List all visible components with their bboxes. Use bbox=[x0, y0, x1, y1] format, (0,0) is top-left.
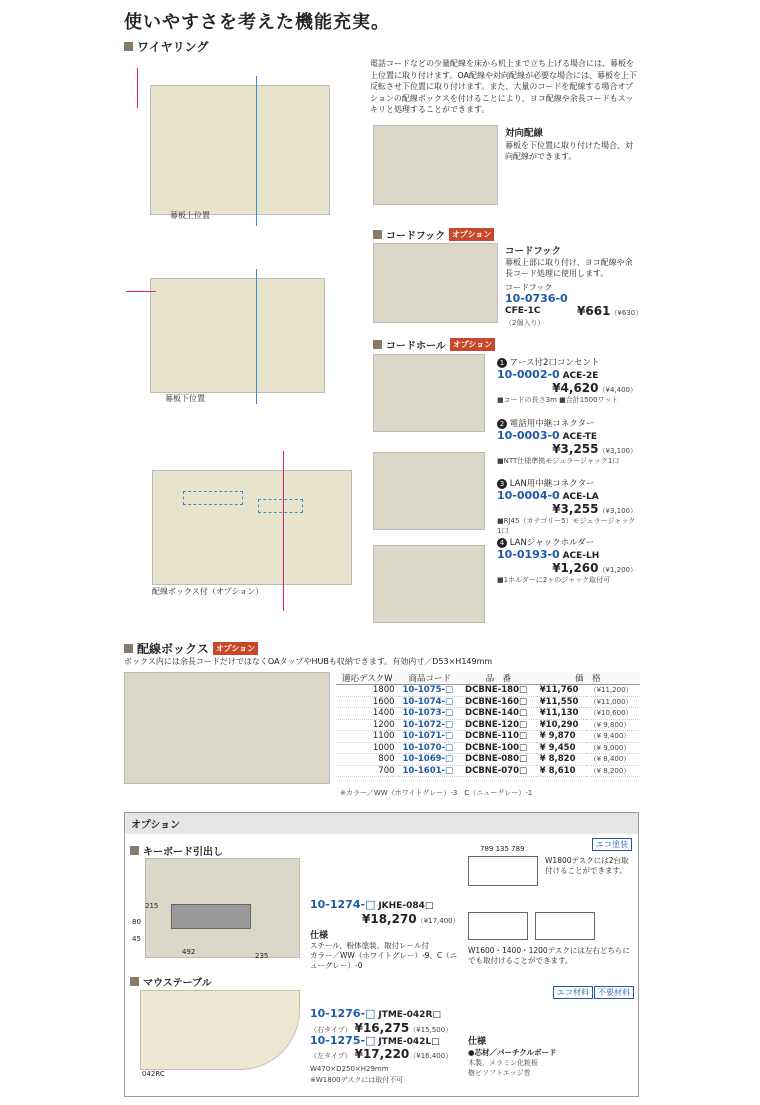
desk-diagram-1800 bbox=[468, 856, 538, 886]
table-row: 1600 10-1074-□ DCBNE-160□ ¥11,550 （¥11,000） bbox=[336, 696, 640, 708]
desk-box-image bbox=[152, 470, 352, 585]
mouse-right-price-row: （右タイプ） ¥16,275（¥15,500） bbox=[310, 1021, 453, 1035]
keyboard-price-row: ¥18,270（¥17,400） bbox=[362, 912, 460, 926]
keyboard-note-1: W1800デスクには2台取付けることができます。 bbox=[545, 856, 629, 875]
dim-80: 80 bbox=[132, 918, 141, 926]
wirebox-heading: 配線ボックス オプション bbox=[124, 640, 258, 657]
unnecessary-material-badge: 不要材料 bbox=[594, 986, 634, 999]
desk-diagram-right bbox=[535, 912, 595, 940]
table-row: 1000 10-1070-□ DCBNE-100□ ¥ 9,450 （¥ 9,000） bbox=[336, 742, 640, 754]
wirebox-note: ※カラー／WW（ホワイトグレー）-3 C（ニューグレー）-1 bbox=[340, 789, 533, 797]
dim-45: 45 bbox=[132, 935, 141, 943]
mouse-heading: マウステーブル bbox=[130, 974, 212, 989]
dim-492: 492 bbox=[182, 948, 196, 956]
wiring-heading: ワイヤリング bbox=[124, 38, 208, 55]
cordhook-heading: コードフック オプション bbox=[373, 227, 494, 242]
keyboard-spec: スチール、粉体塗装、取付レール付 bbox=[310, 941, 429, 950]
eco-material-badge: エコ材料 bbox=[553, 986, 593, 999]
cordhole-photo-3 bbox=[373, 545, 485, 623]
desk-lower-image bbox=[150, 278, 325, 393]
cordhook-price-box: ¥661（¥630） bbox=[577, 304, 643, 318]
table-row: 1800 10-1075-□ DCBNE-180□ ¥11,760 （¥11,200） bbox=[336, 685, 640, 697]
cordhook-model: CFE-1C bbox=[505, 306, 541, 316]
mouse-left-code-row: 10-1275-□ JTME-042L□ bbox=[310, 1034, 440, 1047]
wiring-description: 電話コードなどの少量配線を床から机上まで立ち上げる場合には、幕板を上位置に取り付けます。OA配線や対向配線が必要な場合には、幕板を上下反転させ下位置に取り付けます。また、大量のコードを配線する場合オプションの配線ボックスを付けることにより、ヨコ配線や余長コードもスッキリと処理することができます。 bbox=[370, 59, 637, 114]
mouse-spec-title: 仕様 bbox=[468, 1037, 487, 1047]
mouse-spec-2: 木製、メラミン化粧板 bbox=[468, 1059, 538, 1067]
label-upper: 幕板上位置 bbox=[170, 211, 210, 220]
mouse-label: 042RC bbox=[142, 1070, 165, 1078]
wirebox-photo bbox=[124, 672, 330, 784]
cordhole-item-4: 4 LANジャックホルダー 10-0193-0 ACE-LH ¥1,260（¥1,200） ■1ホルダーに2ヶのジャック取付可 bbox=[497, 538, 637, 584]
cordhook-qty: （2個入り） bbox=[505, 319, 545, 327]
eco-paint-badge: エコ塗装 bbox=[592, 838, 632, 851]
desk-upper-image bbox=[150, 85, 330, 215]
cordhook-photo bbox=[373, 243, 498, 323]
options-heading: オプション bbox=[125, 813, 638, 834]
table-row: 1100 10-1071-□ DCBNE-110□ ¥ 9,870 （¥ 9,400） bbox=[336, 731, 640, 743]
desk-diagram-left bbox=[468, 912, 528, 940]
mouse-spec-1: ●芯材／パーチクルボード bbox=[468, 1048, 557, 1057]
square-icon bbox=[124, 42, 133, 51]
keyboard-heading: キーボード引出し bbox=[130, 843, 223, 858]
cordhole-photo-2 bbox=[373, 452, 485, 530]
cordhook-desc: 幕板上部に取り付け、ヨコ配線や余長コード処理に使用します。 bbox=[505, 258, 633, 278]
facing-title: 対向配線 bbox=[505, 128, 544, 139]
cordhook-name: コードフック bbox=[505, 246, 562, 257]
page-title: 使いやすさを考えた機能充実。 bbox=[124, 12, 390, 33]
label-box: 配線ボックス付（オプション） bbox=[152, 587, 264, 596]
cordhook-code: 10-0736-0 bbox=[505, 292, 568, 305]
facing-desc: 幕板を下位置に取り付けた場合、対向配線ができます。 bbox=[505, 141, 633, 161]
facing-photo bbox=[373, 125, 498, 205]
label-lower: 幕板下位置 bbox=[165, 394, 205, 403]
mouse-right-code-row: 10-1276-□ JTME-042R□ bbox=[310, 1007, 441, 1020]
cordhook-label: コードフック bbox=[505, 283, 553, 292]
table-row: 800 10-1069-□ DCBNE-080□ ¥ 8,820 （¥ 8,400） bbox=[336, 754, 640, 766]
table-row: 1400 10-1073-□ DCBNE-140□ ¥11,130 （¥10,600） bbox=[336, 708, 640, 720]
keyboard-color: カラー／WW（ホワイトグレー）-9、C（ニューグレー）-0 bbox=[310, 951, 458, 970]
cordhole-item-2: 2 電話用中継コネクター 10-0003-0 ACE-TE ¥3,255（¥3,100） ■NTT仕様準拠モジュラージャック1口 bbox=[497, 419, 637, 465]
dims-top: 789 135 789 bbox=[480, 845, 525, 853]
mouse-table-photo bbox=[140, 990, 300, 1070]
mouse-left-price-row: （左タイプ） ¥17,220（¥16,400） bbox=[310, 1047, 453, 1061]
keyboard-note-2: W1600・1400・1200デスクには左右どちらにでも取付けることができます。 bbox=[468, 946, 630, 965]
cordhole-item-3: 3 LAN用中継コネクター 10-0004-0 ACE-LA ¥3,255（¥3,100） ■RJ45（カテゴリー5）モジュラージャック1口 bbox=[497, 479, 637, 535]
mouse-note: ※W1800デスクには取付不可 bbox=[310, 1076, 404, 1084]
wirebox-table: 適応デスクW 商品コード 品 番 価 格 1800 10-1075-□ DCBNE-180□ ¥11,760 （¥11,200） 1600 10-1074-□ DCBNE-160□ ¥11,550 （¥11,000） 1400 10-1073-□ DCBNE-140□ ¥11,130 （¥10,600） 1200 10-1072-□ DCBNE-120□ ¥10,290 （¥ 9,800） 1100 10-1071-□ DCBNE-110□ ¥ 9,870 （¥ 9,400） 1000 10-1070-□ DCBNE-100□ ¥ 9,450 （¥ 9,000） 800 10-1069-□ DCBNE-080□ ¥ 8,820 （¥ 8,400） 700 10-1601-□ DCBNE-070□ ¥ 8,610 （¥ 8,200） bbox=[336, 672, 640, 777]
keyboard-code-row: 10-1274-□ JKHE-084□ bbox=[310, 898, 434, 911]
cordhole-photo-1 bbox=[373, 354, 485, 432]
cordhole-heading: コードホール オプション bbox=[373, 337, 495, 352]
table-row: 700 10-1601-□ DCBNE-070□ ¥ 8,610 （¥ 8,200） bbox=[336, 765, 640, 777]
mouse-spec-3: 樹ビソフトエッジ巻 bbox=[468, 1069, 531, 1077]
cordhole-item-1: 1 アース付2口コンセント 10-0002-0 ACE-2E ¥4,620（¥4,400） ■コードの長さ3m ■合計1500ワット bbox=[497, 358, 637, 404]
keyboard-spec-title: 仕様 bbox=[310, 931, 329, 941]
mouse-size: W470×D250×H29mm bbox=[310, 1065, 389, 1073]
dim-235: 235 bbox=[255, 952, 269, 960]
table-row: 1200 10-1072-□ DCBNE-120□ ¥10,290 （¥ 9,800） bbox=[336, 719, 640, 731]
wirebox-desc: ボックス内には余長コードだけではなくOAタップやHUBも収納できます。有効内寸／D53×H149mm bbox=[124, 657, 493, 666]
keyboard-photo bbox=[145, 858, 300, 958]
dim-215: 215 bbox=[145, 902, 159, 910]
